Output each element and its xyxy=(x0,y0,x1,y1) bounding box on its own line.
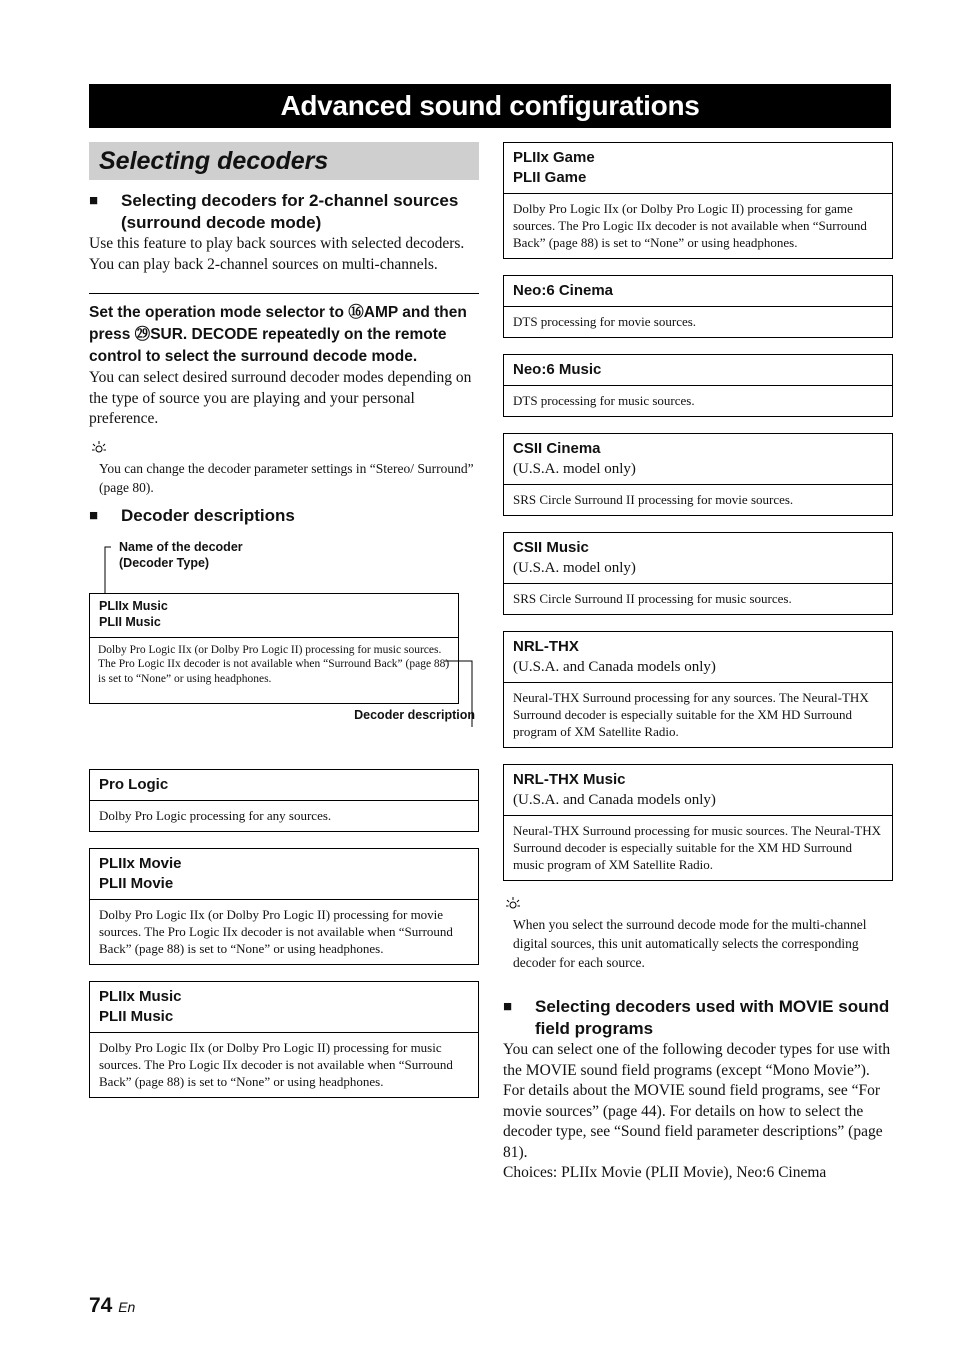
page-number: 74 xyxy=(89,1294,113,1317)
decoder-name: Pro Logic xyxy=(90,770,478,801)
bullet-square-icon: ■ xyxy=(503,998,513,1015)
number-16-icon: ⑯ xyxy=(348,304,364,321)
decoder-description: Neural-THX Surround processing for music sources. The Neural-THX Surround decoder is especially suitable for the XM HD Surround music program of XM Satellite Radio. xyxy=(513,823,881,872)
divider xyxy=(89,293,479,294)
decoder-description: SRS Circle Surround II processing for music sources. xyxy=(513,591,792,606)
amp-key: AMP xyxy=(363,304,398,321)
decoder-box xyxy=(503,354,893,417)
right-decoder-list xyxy=(503,142,893,881)
diagram-box-desc: Dolby Pro Logic IIx (or Dolby Pro Logic II) processing for music sources. The Pro Logic IIx decoder is not available when “Surround Back” (page 88) is set to “None” or using headphones. xyxy=(98,643,450,685)
instruction-body: You can select desired surround decoder modes depending on the type of source you are playing and your personal preference. xyxy=(89,369,472,427)
movie-body-text: You can select one of the following decoder types for use with the MOVIE sound field programs (except “Mono Movie”). For details about the MOVIE sound field programs, see “For movie sources” (page 44). For details on how to select the decoder type, see “Sound field parameter descriptions” (page 81). xyxy=(503,1041,891,1161)
diagram-box-header: PLIIx Music PLII Music xyxy=(90,594,458,638)
decoder-box xyxy=(503,631,893,748)
bullet-square-icon: ■ xyxy=(89,192,99,209)
left-decoder-list xyxy=(89,769,479,1098)
page-footer xyxy=(89,1294,135,1318)
decoder-description: SRS Circle Surround II processing for movie sources. xyxy=(513,492,794,507)
decoder-name-label: Name of the decoder (Decoder Type) xyxy=(119,539,243,570)
decoder-name: CSII Cinema (U.S.A. model only) xyxy=(504,434,892,485)
section-title: Selecting decoders xyxy=(89,142,479,180)
decoder-name: PLIIx Game PLII Game xyxy=(504,143,892,194)
bullet-square-icon: ■ xyxy=(89,506,99,524)
decoder-name: CSII Music (U.S.A. model only) xyxy=(504,533,892,584)
tip-text: You can change the decoder parameter settings in “Stereo/ Surround” (page 80). xyxy=(99,460,474,495)
decoder-description: Dolby Pro Logic IIx (or Dolby Pro Logic II) processing for game sources. The Pro Logic IIx decoder is not available when “Surround Back” (page 88) is set to “None” or using headphones. xyxy=(513,201,867,250)
decoder-model-note: (U.S.A. and Canada models only) xyxy=(513,792,716,808)
decoder-model-note: (U.S.A. model only) xyxy=(513,461,636,477)
intro-text: Use this feature to play back sources with selected decoders. You can play back 2-channel sources on multi-channels. xyxy=(89,235,465,273)
diagram-sample-box xyxy=(89,593,459,704)
decoder-name: PLIIx Music PLII Music xyxy=(90,982,478,1033)
decoder-name: NRL-THX Music (U.S.A. and Canada models only) xyxy=(504,765,892,816)
decoder-description: DTS processing for movie sources. xyxy=(513,314,697,329)
decoder-description: Dolby Pro Logic IIx (or Dolby Pro Logic II) processing for movie sources. The Pro Logic IIx decoder is not available when “Surround Back” (page 88) is set to “None” or using headphones. xyxy=(99,906,453,956)
decoder-box xyxy=(503,764,893,881)
decoder-name: NRL-THX (U.S.A. and Canada models only) xyxy=(504,632,892,683)
heading-surround-decode-mode: ■ Selecting decoders for 2-channel sources (surround decode mode) xyxy=(89,191,459,232)
decoder-box xyxy=(503,433,893,516)
right-column xyxy=(503,142,893,1184)
language-code: En xyxy=(118,1299,136,1315)
tip-text: When you select the surround decode mode for the multi-channel digital sources, this unit automatically selects the corresponding decoder for each source. xyxy=(513,917,867,970)
decoder-model-note: (U.S.A. model only) xyxy=(513,560,636,576)
decoder-box xyxy=(503,142,893,259)
heading-movie-decoders: ■ Selecting decoders used with MOVIE sound field programs xyxy=(503,997,890,1038)
decoder-name: Neo:6 Music xyxy=(504,355,892,386)
sur-decode-key: SUR. DECODE xyxy=(150,326,258,343)
decoder-diagram xyxy=(89,533,479,769)
number-29-icon: ㉙ xyxy=(134,326,151,343)
left-column xyxy=(89,190,479,1114)
decoder-model-note: (U.S.A. and Canada models only) xyxy=(513,659,716,675)
decoder-description: Neural-THX Surround processing for any sources. The Neural-THX Surround decoder is especially suitable for the XM HD Surround program of XM Satellite Radio. xyxy=(513,690,869,739)
movie-choices: Choices: PLIIx Movie (PLII Movie), Neo:6 Cinema xyxy=(503,1164,827,1181)
decoder-box xyxy=(89,848,479,965)
decoder-box xyxy=(89,981,479,1098)
tip-lightbulb-icon xyxy=(505,896,521,910)
decoder-box xyxy=(503,532,893,615)
decoder-description-label: Decoder description xyxy=(354,707,475,722)
decoder-box xyxy=(503,275,893,338)
decoder-name: PLIIx Movie PLII Movie xyxy=(90,849,478,900)
decoder-box xyxy=(89,769,479,832)
tip-lightbulb-icon xyxy=(91,440,107,454)
decoder-description: Dolby Pro Logic IIx (or Dolby Pro Logic II) processing for music sources. The Pro Logic IIx decoder is not available when “Surround Back” (page 88) is set to “None” or using headphones. xyxy=(99,1039,453,1089)
decoder-description: Dolby Pro Logic processing for any sources. xyxy=(99,807,332,823)
instruction: Set the operation mode selector to ⑯AMP and then press ㉙SUR. DECODE repeatedly on the remote control to select the surround decode mode. xyxy=(89,304,467,365)
page-title-banner: Advanced sound configurations xyxy=(89,84,891,128)
decoder-description: DTS processing for music sources. xyxy=(513,393,695,408)
heading-decoder-descriptions: ■ Decoder descriptions xyxy=(89,505,295,525)
decoder-name: Neo:6 Cinema xyxy=(504,276,892,307)
